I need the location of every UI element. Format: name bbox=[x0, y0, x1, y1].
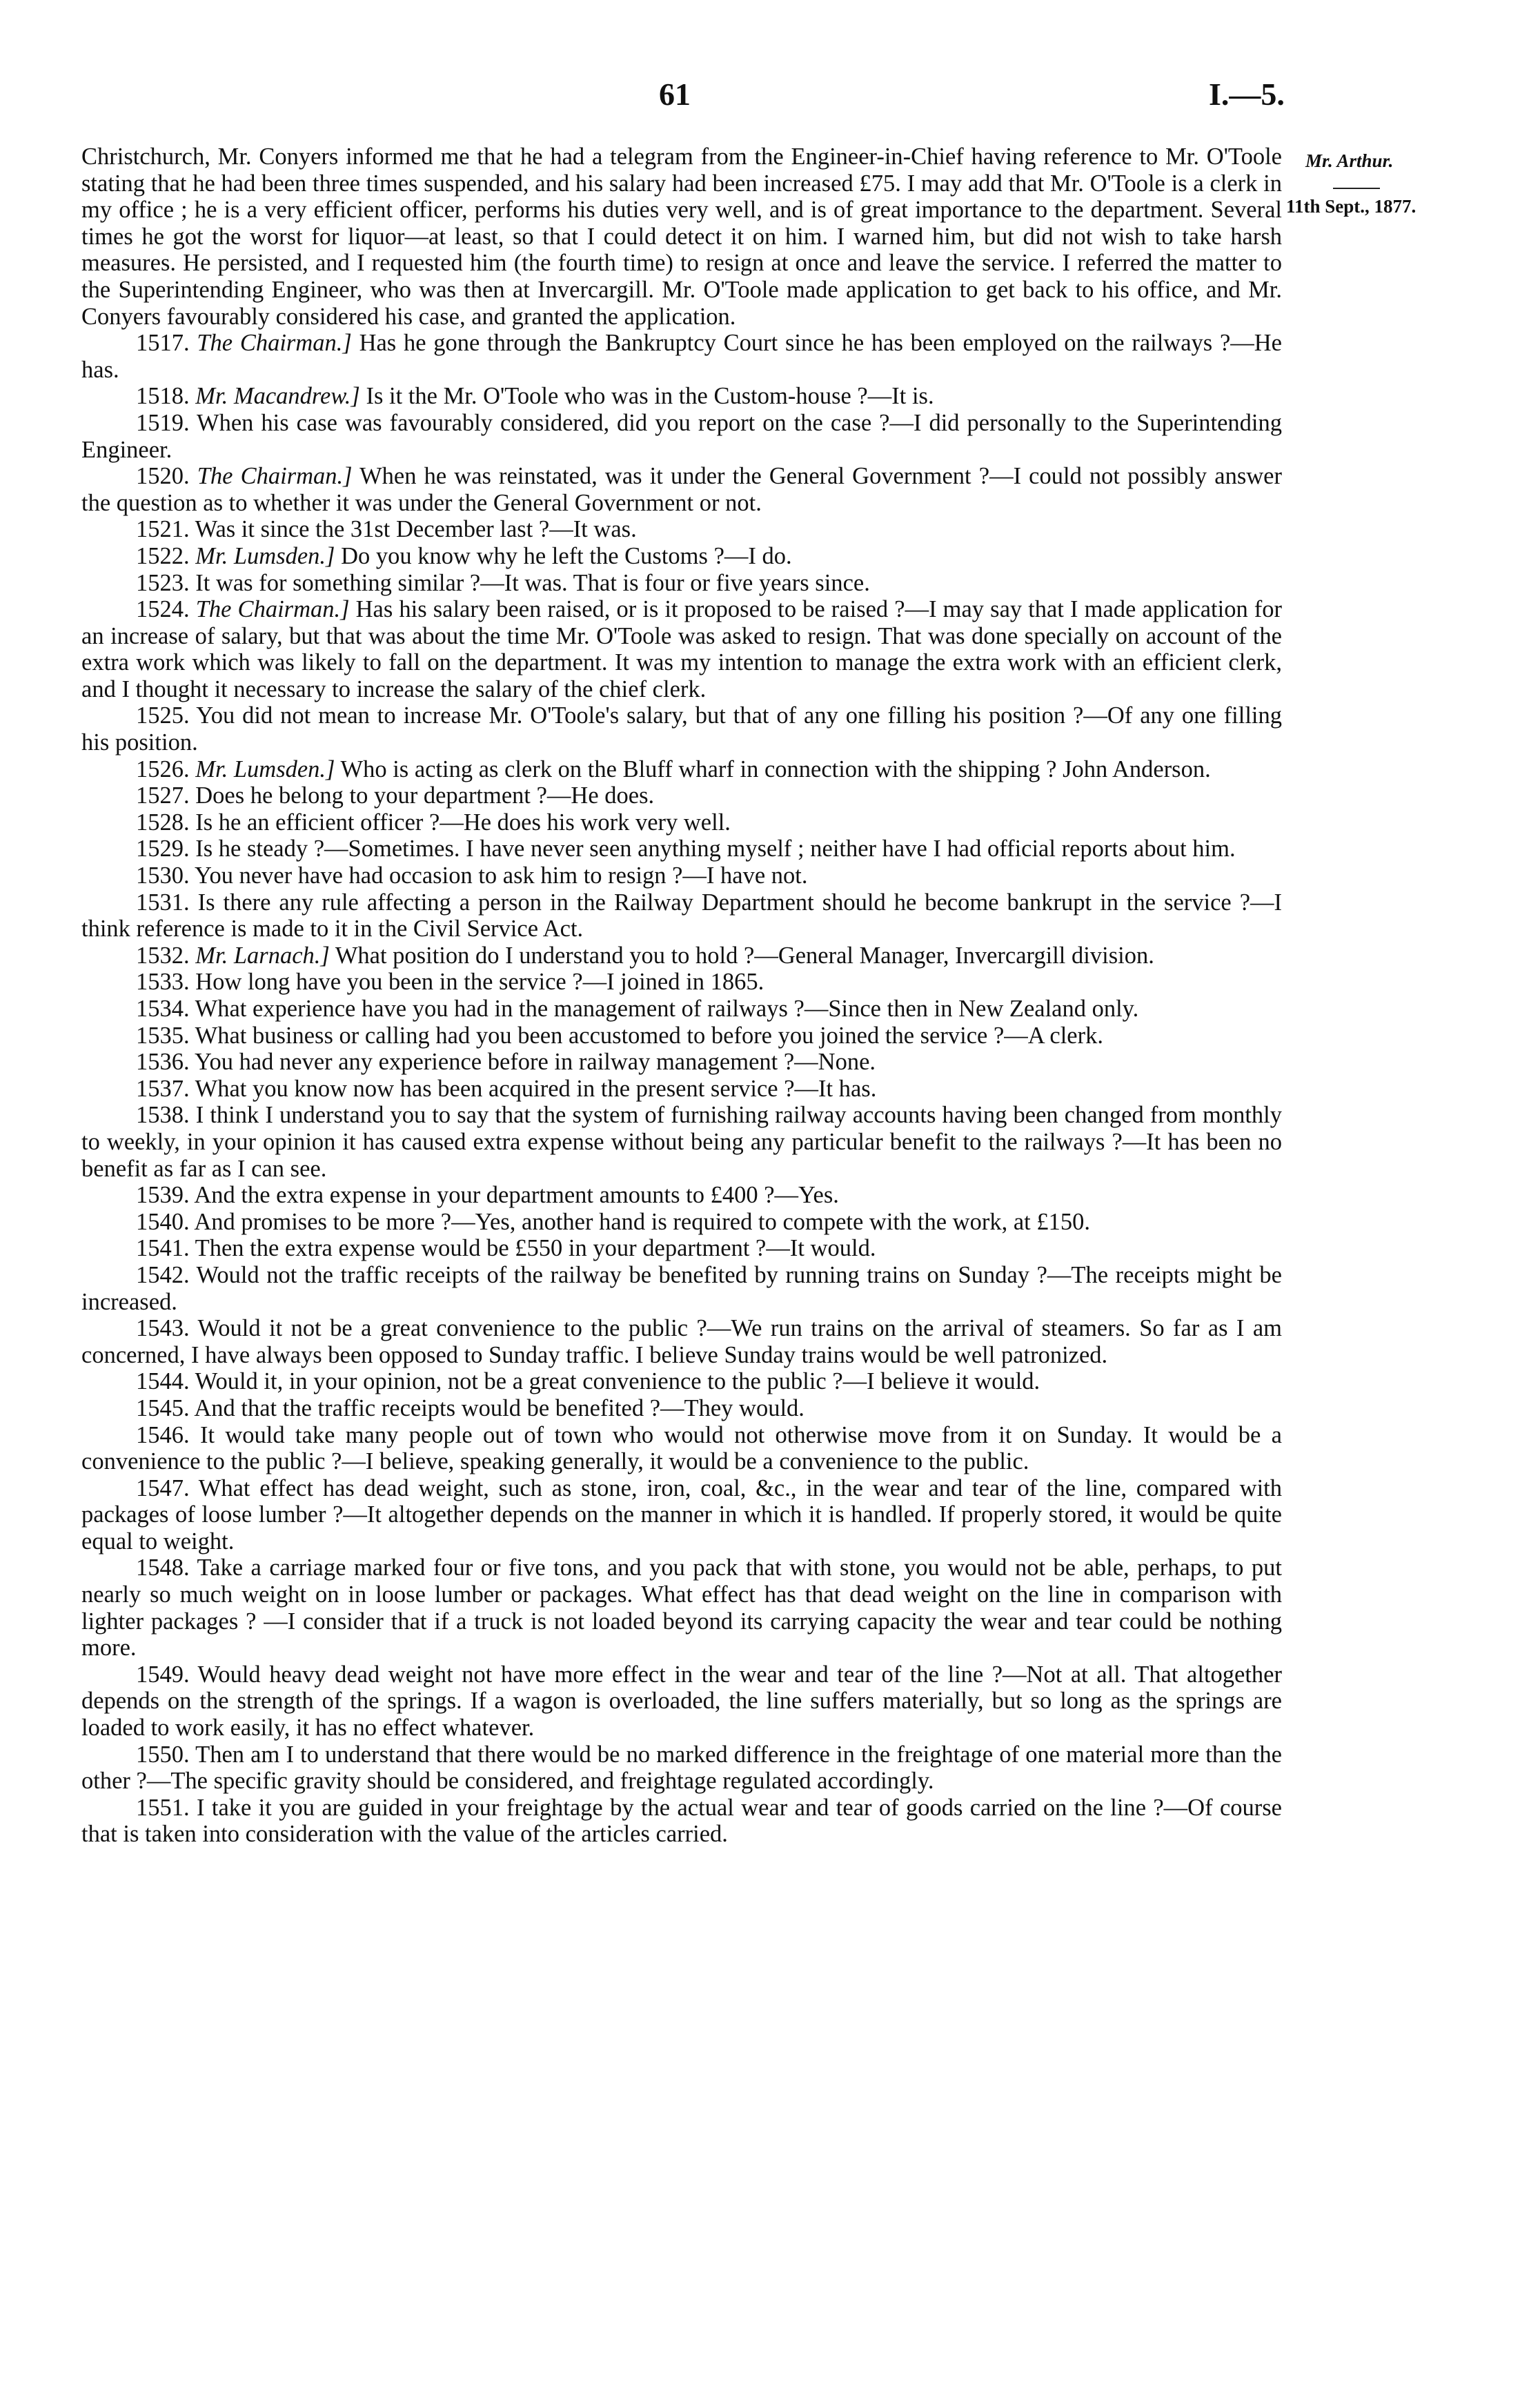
question-number: 1547. bbox=[136, 1474, 190, 1501]
testimony-paragraph bbox=[81, 1235, 1282, 1262]
question-number: 1548. bbox=[136, 1555, 190, 1581]
testimony-paragraph bbox=[81, 889, 1282, 943]
testimony-paragraph bbox=[81, 463, 1282, 516]
question-number: 1530. bbox=[136, 862, 190, 889]
question-number: 1518. bbox=[136, 383, 190, 410]
question-number: 1529. bbox=[136, 836, 190, 862]
question-answer-text: Would heavy dead weight not have more effect in the wear and tear of the line ?—Not at all. That altogether depends on the strength of the springs. If a wagon is overloaded, the line suffers materially, but so long as the springs are loaded to work easily, it has no effect whatever. bbox=[81, 1661, 1282, 1741]
testimony-paragraph bbox=[81, 516, 1282, 543]
question-answer-text: And the extra expense in your department amounts to £400 ?—Yes. bbox=[194, 1182, 839, 1209]
question-answer-text: And that the traffic receipts would be benefited ?—They would. bbox=[194, 1394, 804, 1421]
testimony-paragraph bbox=[81, 596, 1282, 702]
question-answer-text: Is there any rule affecting a person in the Railway Department should he become bankrupt in the service ?—I think reference is made to it in the Civil Service Act. bbox=[81, 889, 1283, 943]
question-number: 1522. bbox=[136, 542, 190, 569]
testimony-paragraph bbox=[81, 996, 1282, 1023]
question-number: 1521. bbox=[136, 516, 190, 543]
question-answer-text: Then the extra expense would be £550 in your department ?—It would. bbox=[195, 1235, 876, 1262]
testimony-paragraph bbox=[81, 543, 1282, 570]
question-answer-text: Christchurch, Mr. Conyers informed me that he had a telegram from the Engineer-in-Chief having reference to Mr. O'Toole stating that he had been three times suspended, and his salary had been increased £75. I may add that Mr. O'Toole is a clerk in my office ; he is a very efficient officer, performs his duties very well, and is of great importance to the department. Several times he got the worst for liquor—at least, so that I could detect it on him. I warned him, but did not wish to take harsh measures. He persisted, and I requested him (the fourth time) to resign at once and leave the service. I referred the matter to the Superintending Engineer, who was then at Invercargill. Mr. O'Toole made application to get back to his office, and Mr. Conyers favourably considered his case, and granted the application. bbox=[81, 144, 1282, 330]
question-answer-text: Do you know why he left the Customs ?—I do. bbox=[341, 542, 792, 569]
question-answer-text: I take it you are guided in your freightage by the actual wear and tear of goods carried on the line ?—Of course that is taken into consideration with the value of the articles carried. bbox=[81, 1794, 1282, 1848]
testimony-paragraph bbox=[81, 1262, 1282, 1315]
question-answer-text: You had never any experience before in railway management ?—None. bbox=[194, 1049, 876, 1076]
question-number: 1538. bbox=[136, 1102, 190, 1129]
question-number: 1526. bbox=[136, 756, 190, 782]
testimony-paragraph bbox=[81, 383, 1282, 410]
question-number: 1537. bbox=[136, 1075, 190, 1102]
question-number: 1528. bbox=[136, 809, 190, 836]
testimony-paragraph bbox=[81, 1102, 1282, 1182]
question-number: 1524. bbox=[136, 596, 190, 623]
testimony-paragraph bbox=[81, 144, 1282, 330]
question-answer-text: Is he steady ?—Sometimes. I have never seen anything myself ; neither have I had official reports about him. bbox=[195, 836, 1236, 862]
question-answer-text: You did not mean to increase Mr. O'Toole's salary, but that of any one filling his position ?—Of any one filling his position. bbox=[81, 702, 1282, 756]
page-reference: I.—5. bbox=[1209, 77, 1285, 112]
question-number: 1541. bbox=[136, 1235, 190, 1262]
speaker-name: Mr. Lumsden.] bbox=[195, 542, 335, 569]
testimony-paragraph bbox=[81, 969, 1282, 996]
testimony-paragraph bbox=[81, 1741, 1282, 1795]
question-answer-text: When his case was favourably considered, did you report on the case ?—I did personally to the Superintending Engineer. bbox=[81, 409, 1282, 463]
question-number: 1517. bbox=[136, 330, 190, 357]
question-number: 1536. bbox=[136, 1049, 190, 1076]
question-answer-text: And promises to be more ?—Yes, another hand is required to compete with the work, at £150. bbox=[194, 1208, 1090, 1235]
question-answer-text: You never have had occasion to ask him to resign ?—I have not. bbox=[194, 862, 808, 889]
question-answer-text: Does he belong to your department ?—He does. bbox=[195, 782, 655, 809]
question-number: 1542. bbox=[136, 1261, 190, 1288]
question-number: 1525. bbox=[136, 702, 190, 729]
question-answer-text: Is he an efficient officer ?—He does his work very well. bbox=[195, 809, 731, 836]
speaker-name: The Chairman.] bbox=[195, 596, 350, 623]
question-number: 1540. bbox=[136, 1208, 190, 1235]
testimony-paragraph bbox=[81, 782, 1282, 809]
question-answer-text: Was it since the 31st December last ?—It was. bbox=[195, 516, 637, 543]
question-number: 1544. bbox=[136, 1368, 190, 1395]
question-answer-text: Take a carriage marked four or five tons, and you pack that with stone, you would not be able, perhaps, to put nearly so much weight on in loose lumber or packages. What effect has that dead weight on the line in comparison with lighter packages ? —I consider that if a truck is not loaded beyond its carrying capacity the wear and tear could be nothing more. bbox=[81, 1555, 1282, 1661]
testimony-paragraph bbox=[81, 862, 1282, 889]
testimony-paragraph bbox=[81, 809, 1282, 836]
testimony-paragraph bbox=[81, 1795, 1282, 1848]
testimony-paragraph bbox=[81, 1475, 1282, 1555]
page-number: 61 bbox=[659, 77, 691, 112]
testimony-paragraph bbox=[81, 1422, 1282, 1475]
question-number: 1545. bbox=[136, 1394, 190, 1421]
question-answer-text: It would take many people out of town who would not otherwise move from it on Sunday. It would be a convenience to the public ?—I believe, speaking generally, it would be a convenience to the public. bbox=[81, 1421, 1282, 1475]
question-answer-text: What experience have you had in the management of railways ?—Since then in New Zealand only. bbox=[195, 996, 1139, 1022]
question-number: 1535. bbox=[136, 1022, 190, 1049]
question-number: 1533. bbox=[136, 969, 190, 996]
testimony-paragraph bbox=[81, 836, 1282, 862]
witness-date-sidenote: 11th Sept., 1877. bbox=[1286, 196, 1416, 217]
testimony-paragraph bbox=[81, 756, 1282, 783]
speaker-name: Mr. Lumsden.] bbox=[195, 756, 335, 782]
question-answer-text: What business or calling had you been accustomed to before you joined the service ?—A clerk. bbox=[195, 1022, 1103, 1049]
question-answer-text: Is it the Mr. O'Toole who was in the Custom-house ?—It is. bbox=[366, 383, 934, 410]
question-answer-text: What effect has dead weight, such as stone, iron, coal, &c., in the wear and tear of the line, compared with packages of loose lumber ?—It altogether depends on the manner in which it is handled. If properly stored, it would be quite equal to weight. bbox=[81, 1474, 1282, 1555]
question-answer-text: Would it, in your opinion, not be a great convenience to the public ?—I believe it would. bbox=[195, 1368, 1040, 1395]
testimony-paragraph bbox=[81, 570, 1282, 597]
testimony-paragraph bbox=[81, 702, 1282, 756]
question-number: 1549. bbox=[136, 1661, 190, 1688]
question-number: 1532. bbox=[136, 942, 190, 969]
question-number: 1551. bbox=[136, 1794, 190, 1821]
testimony-paragraph bbox=[81, 1023, 1282, 1049]
testimony-paragraph bbox=[81, 943, 1282, 969]
speaker-name: Mr. Larnach.] bbox=[195, 942, 330, 969]
testimony-paragraph bbox=[81, 1661, 1282, 1741]
question-answer-text: What position do I understand you to hold ?—General Manager, Invercargill division. bbox=[335, 942, 1154, 969]
question-answer-text: Who is acting as clerk on the Bluff wharf in connection with the shipping ? John Anderson. bbox=[340, 756, 1211, 782]
testimony-paragraph bbox=[81, 1395, 1282, 1422]
question-number: 1519. bbox=[136, 409, 190, 436]
question-number: 1523. bbox=[136, 569, 190, 596]
question-answer-text: It was for something similar ?—It was. That is four or five years since. bbox=[195, 569, 870, 596]
question-answer-text: What you know now has been acquired in the present service ?—It has. bbox=[195, 1075, 877, 1102]
testimony-paragraph bbox=[81, 1368, 1282, 1395]
speaker-name: The Chairman.] bbox=[197, 330, 352, 357]
question-number: 1534. bbox=[136, 996, 190, 1022]
testimony-paragraph bbox=[81, 1209, 1282, 1236]
question-answer-text: Would not the traffic receipts of the railway be benefited by running trains on Sunday ?—The receipts might be increased. bbox=[81, 1261, 1282, 1315]
question-number: 1531. bbox=[136, 889, 190, 916]
sidenote-divider bbox=[1333, 188, 1380, 189]
speaker-name: Mr. Macandrew.] bbox=[195, 383, 360, 410]
testimony-paragraph bbox=[81, 330, 1282, 383]
testimony-paragraph bbox=[81, 1076, 1282, 1103]
speaker-name: The Chairman.] bbox=[197, 463, 353, 490]
question-number: 1543. bbox=[136, 1315, 190, 1342]
witness-name-sidenote: Mr. Arthur. bbox=[1305, 150, 1394, 171]
question-number: 1550. bbox=[136, 1741, 190, 1768]
testimony-paragraph bbox=[81, 1182, 1282, 1209]
question-number: 1546. bbox=[136, 1421, 190, 1448]
testimony-text bbox=[81, 144, 1282, 1848]
question-answer-text: Has he gone through the Bankruptcy Court since he has been employed on the railways ?—He has. bbox=[81, 330, 1282, 383]
question-answer-text: Has his salary been raised, or is it proposed to be raised ?—I may say that I made application for an increase of salary, but that was about the time Mr. O'Toole was asked to resign. That was done specially on account of the extra work which was likely to fall on the department. It was my intention to manage the extra work with an efficient clerk, and I thought it necessary to increase the salary of the chief clerk. bbox=[81, 596, 1283, 702]
testimony-paragraph bbox=[81, 1555, 1282, 1661]
question-answer-text: How long have you been in the service ?—I joined in 1865. bbox=[195, 969, 764, 996]
question-number: 1527. bbox=[136, 782, 190, 809]
question-number: 1539. bbox=[136, 1182, 190, 1209]
testimony-paragraph bbox=[81, 1315, 1282, 1368]
question-number: 1520. bbox=[136, 463, 190, 490]
testimony-paragraph bbox=[81, 1049, 1282, 1076]
testimony-paragraph bbox=[81, 410, 1282, 463]
question-answer-text: When he was reinstated, was it under the General Government ?—I could not possibly answer the question as to whether it was under the General Government or not. bbox=[81, 463, 1282, 516]
question-answer-text: Then am I to understand that there would be no marked difference in the freightage of one material more than the other ?—The specific gravity should be considered, and freightage regulated accordingly. bbox=[81, 1741, 1282, 1795]
question-answer-text: Would it not be a great convenience to the public ?—We run trains on the arrival of steamers. So far as I am concerned, I have always been opposed to Sunday traffic. I believe Sunday trains would be well patronized. bbox=[81, 1315, 1282, 1368]
question-answer-text: I think I understand you to say that the system of furnishing railway accounts having been changed from monthly to weekly, in your opinion it has caused extra expense without being any particular benefit to the railways ?—It has been no benefit as far as I can see. bbox=[81, 1102, 1282, 1182]
